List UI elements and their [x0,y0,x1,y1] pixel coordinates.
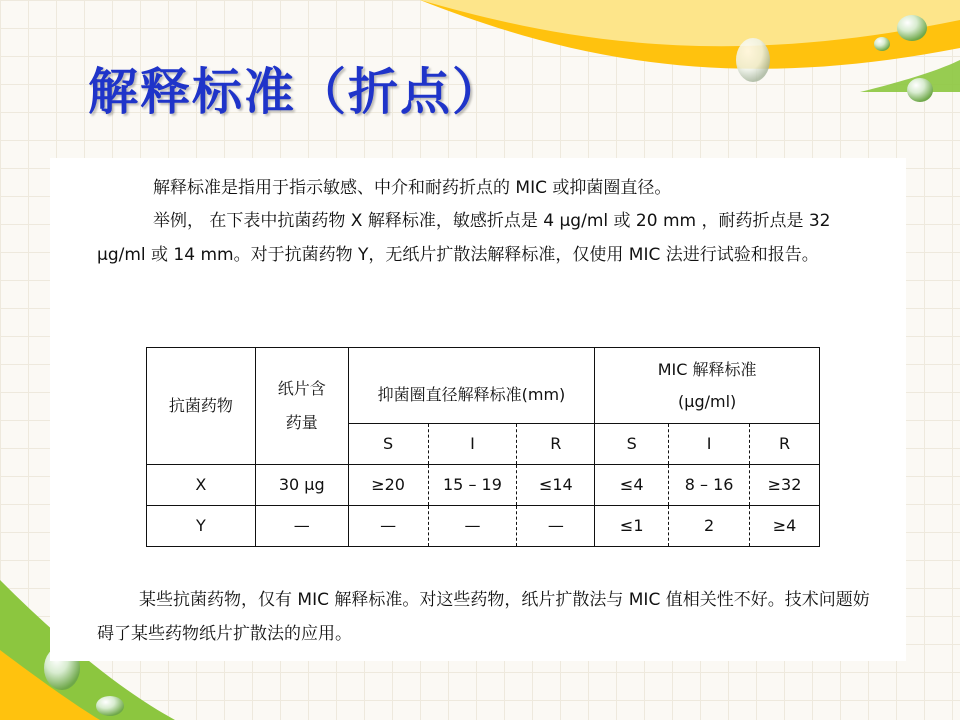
cell-zone-s: — [348,506,428,547]
subheader-zone-s: S [348,424,428,465]
water-drop-icon [736,38,770,82]
subheader-mic-r: R [750,424,820,465]
cell-zone-i: — [428,506,517,547]
content-panel [50,158,906,661]
slide-title: 解释标准（折点） [88,62,504,121]
header-mic-group [595,348,820,424]
water-drop-icon [874,37,890,51]
cell-drug: Y [147,506,256,547]
cell-zone-r: — [517,506,595,547]
water-drop-icon [897,15,927,41]
subheader-mic-s: S [595,424,669,465]
header-mic-group-line1: MIC 解释标准 [657,359,757,379]
cell-mic-r: ≥4 [750,506,820,547]
table-header-row [147,348,820,424]
header-zone-group: 抑菌圈直径解释标准(mm) [348,348,595,424]
cell-zone-i: 15 – 19 [428,465,517,506]
water-drop-icon [907,78,933,102]
cell-zone-s: ≥20 [348,465,428,506]
header-disk-content [255,348,348,465]
header-drug: 抗菌药物 [147,348,256,465]
example-paragraph: 举例， 在下表中抗菌药物 X 解释标准，敏感折点是 4 μg/ml 或 20 mm ，耐药折点是 32 μg/ml 或 14 mm。对于抗菌药物 Y，无纸片扩散法解释标准，仅使用 MIC 法进行试验和报告。 [97,211,831,265]
header-mic-group-line2: (μg/ml) [678,391,737,411]
table-row [147,506,820,547]
cell-disk: 30 μg [255,465,348,506]
subheader-mic-i: I [669,424,750,465]
cell-mic-s: ≤4 [595,465,669,506]
subheader-zone-i: I [428,424,517,465]
table-row [147,465,820,506]
cell-zone-r: ≤14 [517,465,595,506]
header-disk-content-line1: 纸片含 [277,379,326,398]
cell-disk: — [255,506,348,547]
cell-drug: X [147,465,256,506]
cell-mic-r: ≥32 [750,465,820,506]
cell-mic-s: ≤1 [595,506,669,547]
water-drop-icon [96,696,124,716]
cell-mic-i: 8 – 16 [669,465,750,506]
subheader-zone-r: R [517,424,595,465]
definition-paragraph: 解释标准是指用于指示敏感、中介和耐药折点的 MIC 或抑菌圈直径。 [153,178,672,198]
cell-mic-i: 2 [669,506,750,547]
interpretive-criteria-table [146,347,820,547]
header-disk-content-line2: 药量 [285,413,318,432]
note-paragraph: 某些抗菌药物，仅有 MIC 解释标准。对这些药物，纸片扩散法与 MIC 值相关性不好。技术问题妨碍了某些药物纸片扩散法的应用。 [97,590,870,644]
